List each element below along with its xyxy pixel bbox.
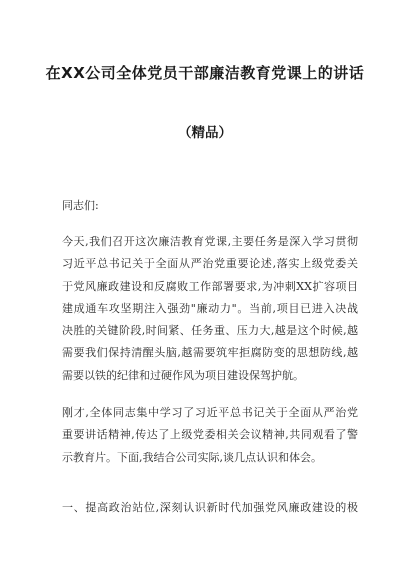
paragraph-line: 刚才,全体同志集中学习了习近平总书记关于全面从严治党 [62, 406, 358, 419]
paragraph-intro [62, 231, 358, 387]
paragraph-line: 于党风廉政建设和反腐败工作部署要求,为冲刺XX扩容项目 [62, 279, 358, 293]
paragraph-review [62, 402, 358, 469]
paragraph-section-one [62, 497, 358, 519]
paragraph-line: 今天,我们召开这次廉洁教育党课,主要任务是深入学习贯彻 [62, 235, 358, 248]
paragraph-line: 决胜的关键阶段,时间紧、任务重、压力大,越是这个时候,越 [62, 324, 358, 338]
document-subtitle: （精品） [178, 125, 232, 141]
paragraph-line: 习近平总书记关于全面从严治党重要论述,落实上级党委关 [62, 257, 358, 271]
paragraph-line: 重要讲话精神,传达了上级党委相关会议精神,共同观看了警 [62, 428, 358, 442]
paragraph-line: 建成通车攻坚期注入强劲"廉动力"。当前,项目已进入决战 [62, 301, 358, 315]
paragraph-line: 需要以铁的纪律和过硬作风为项目建设保驾护航。 [62, 368, 304, 382]
paragraph-line: 需要我们保持清醒头脑,越需要筑牢拒腐防变的思想防线,越 [62, 346, 358, 360]
document-title: 在XX公司全体党员干部廉洁教育党课上的讲话 [45, 64, 365, 82]
paragraph-line: 示教育片。下面,我结合公司实际,谈几点认识和体会。 [62, 450, 322, 464]
section-heading-line: 一、提高政治站位,深刻认识新时代加强党风廉政建设的极 [62, 501, 358, 514]
greeting: 同志们: [62, 199, 99, 212]
